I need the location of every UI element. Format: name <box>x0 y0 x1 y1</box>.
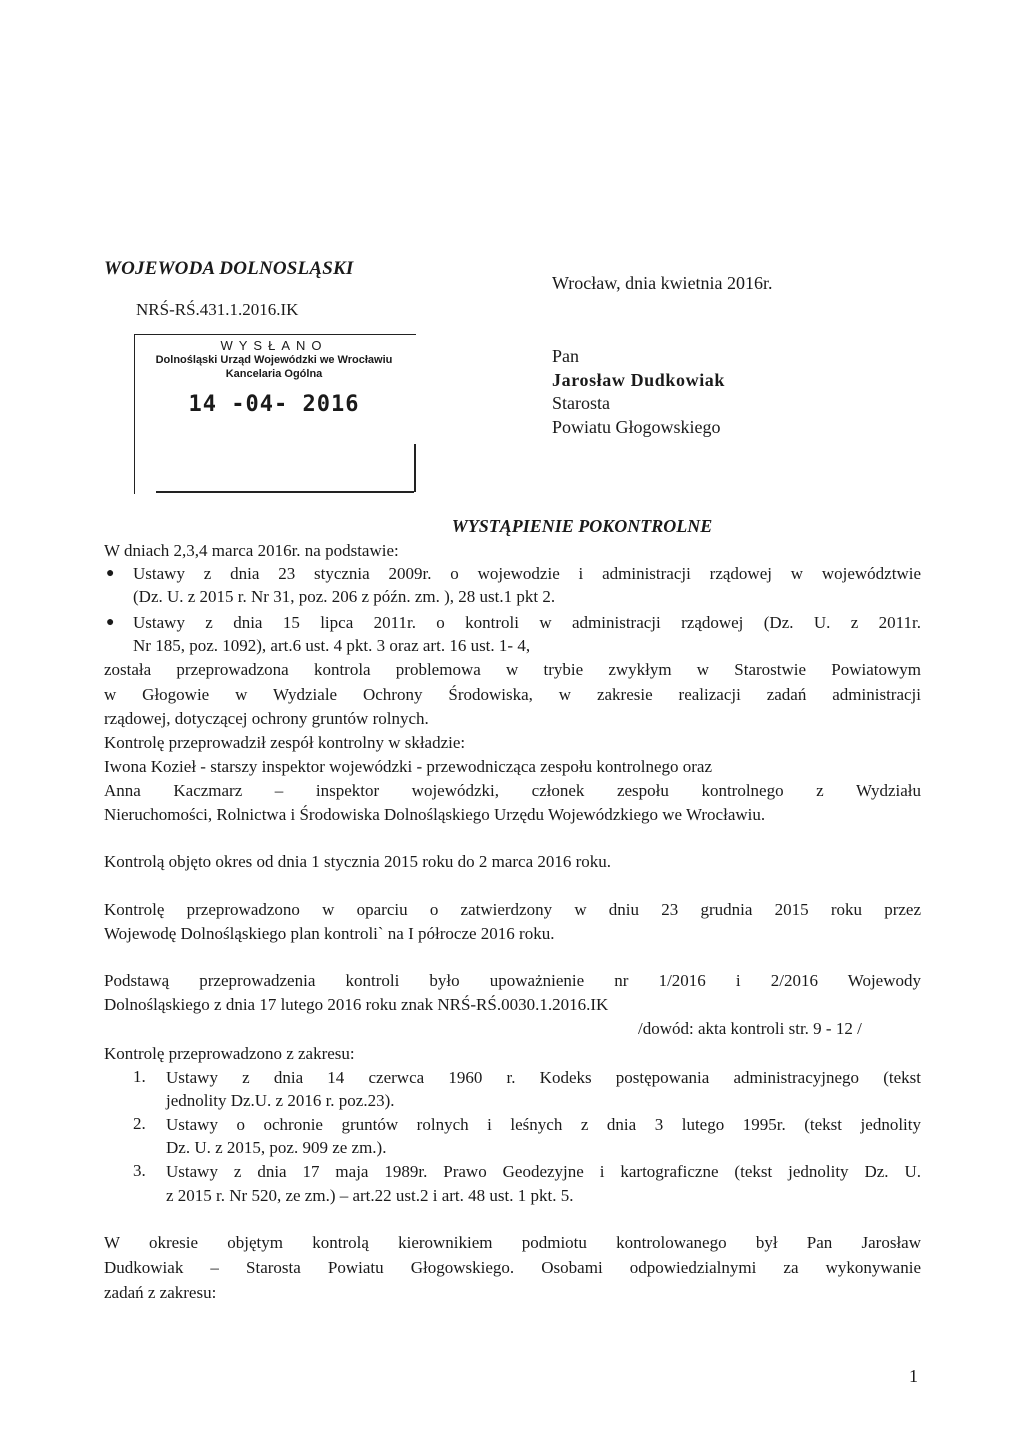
evidence-note: /dowód: akta kontroli str. 9 - 12 / <box>638 1019 862 1038</box>
scope-2-number: 2. <box>133 1114 146 1133</box>
stamp-date: 14 -04- 2016 <box>188 392 360 417</box>
scope-3-line-2: z 2015 r. Nr 520, ze zm.) – art.22 ust.2 i art. 48 ust. 1 pkt. 5. <box>166 1186 574 1205</box>
page-number: 1 <box>909 1366 918 1386</box>
stamp-office: Dolnośląski Urząd Wojewódzki we Wrocławiu <box>155 354 393 366</box>
recipient-office: Powiatu Głogowskiego <box>552 417 721 437</box>
control-line-7: Nieruchomości, Rolnictwa i Środowiska Dolnośląskiego Urzędu Wojewódzkiego we Wrocławiu. <box>104 805 766 824</box>
scope-2-line-2: Dz. U. z 2015, poz. 909 ze zm.). <box>166 1138 387 1157</box>
control-line-3: rządowej, dotyczącej ochrony gruntów rolnych. <box>104 709 429 728</box>
scope-1-number: 1. <box>133 1067 146 1086</box>
stamp-sent-label: WYSŁANO <box>220 338 328 353</box>
bullet-2-line-2: Nr 185, poz. 1092), art.6 ust. 4 pkt. 3 oraz art. 16 ust. 1- 4, <box>133 636 531 655</box>
scope-3-line-1: Ustawy z dnia 17 maja 1989r. Prawo Geodezyjne i kartograficzne (tekst jednolity Dz. U. <box>166 1162 921 1181</box>
bullet-2-line-1: Ustawy z dnia 15 lipca 2011r. o kontroli w administracji rządowej (Dz. U. z 2011r. <box>133 613 921 632</box>
stamp-chancellery: Kancelaria Ogólna <box>225 368 323 380</box>
intro-line: W dniach 2,3,4 marca 2016r. na podstawie: <box>104 541 399 560</box>
head-line-3: zadań z zakresu: <box>104 1283 217 1302</box>
recipient-name: Jarosław Dudkowiak <box>552 370 726 390</box>
bullet-dot: ● <box>106 566 115 581</box>
bullet-dot: ● <box>106 615 115 630</box>
head-line-1: W okresie objętym kontrolą kierownikiem podmiotu kontrolowanego był Pan Jarosław <box>104 1233 921 1252</box>
reference-number: NRŚ-RŚ.431.1.2016.IK <box>136 300 299 319</box>
head-line-2: Dudkowiak – Starosta Powiatu Głogowskiego. Osobami odpowiedzialnymi za wykonywanie <box>104 1258 921 1277</box>
date-line: Wrocław, dnia kwietnia 2016r. <box>552 273 773 293</box>
issuing-authority: WOJEWODA DOLNOSLĄSKI <box>104 258 354 279</box>
control-line-1: została przeprowadzona kontrola problemowa w trybie zwykłym w Starostwie Powiatowym <box>104 660 921 679</box>
authorization-line-2: Dolnośląskiego z dnia 17 lutego 2016 roku znak NRŚ-RŚ.0030.1.2016.IK <box>104 995 609 1014</box>
stamp-border-right <box>414 444 416 492</box>
authorization-line-1: Podstawą przeprowadzenia kontroli było upoważnienie nr 1/2016 i 2/2016 Wojewody <box>104 971 921 990</box>
control-line-6: Anna Kaczmarz – inspektor wojewódzki, członek zespołu kontrolnego z Wydziału <box>104 781 921 800</box>
control-line-2: w Głogowie w Wydziale Ochrony Środowiska, w zakresie realizacji zadań administracji <box>104 685 921 704</box>
bullet-1-line-2: (Dz. U. z 2015 r. Nr 31, poz. 206 z późn. zm. ), 28 ust.1 pkt 2. <box>133 587 556 606</box>
document-title: WYSTĄPIENIE POKONTROLNE <box>451 516 713 536</box>
stamp-border-top <box>134 334 416 335</box>
scope-1-line-1: Ustawy z dnia 14 czerwca 1960 r. Kodeks postępowania administracyjnego (tekst <box>166 1068 921 1087</box>
control-line-5: Iwona Kozieł - starszy inspektor wojewódzki - przewodnicząca zespołu kontrolnego oraz <box>104 757 712 776</box>
scope-1-line-2: jednolity Dz.U. z 2016 r. poz.23). <box>166 1091 395 1110</box>
plan-line-2: Wojewodę Dolnośląskiego plan kontroli` na I półrocze 2016 roku. <box>104 924 555 943</box>
stamp-border-bottom <box>156 491 414 493</box>
recipient-role: Starosta <box>552 393 610 413</box>
control-line-4: Kontrolę przeprowadził zespół kontrolny w składzie: <box>104 733 466 752</box>
plan-line-1: Kontrolę przeprowadzono w oparciu o zatwierdzony w dniu 23 grudnia 2015 roku przez <box>104 900 921 919</box>
dispatch-stamp <box>134 334 414 494</box>
scope-3-number: 3. <box>133 1161 146 1180</box>
period-paragraph: Kontrolą objęto okres od dnia 1 stycznia 2015 roku do 2 marca 2016 roku. <box>104 852 612 871</box>
scope-intro: Kontrolę przeprowadzono z zakresu: <box>104 1044 355 1063</box>
scope-2-line-1: Ustawy o ochronie gruntów rolnych i leśnych z dnia 3 lutego 1995r. (tekst jednolity <box>166 1115 921 1134</box>
bullet-1-line-1: Ustawy z dnia 23 stycznia 2009r. o wojewodzie i administracji rządowej w województwie <box>133 564 921 583</box>
recipient-salutation: Pan <box>552 346 579 366</box>
